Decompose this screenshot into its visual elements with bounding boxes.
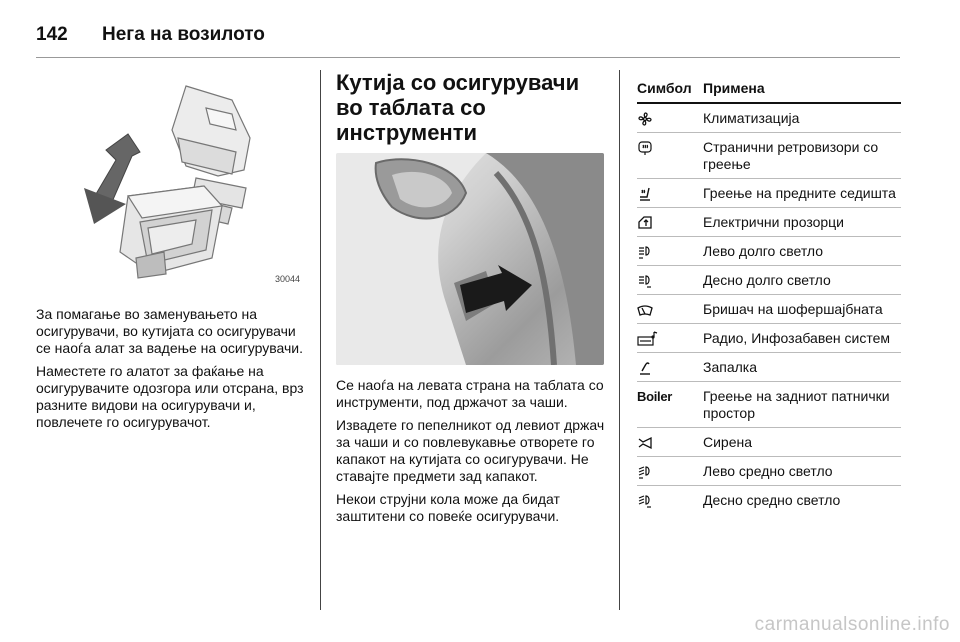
page-number: 142	[36, 24, 68, 45]
fuse-symbol-table	[637, 70, 901, 514]
table-row: Лево средно светло	[637, 457, 901, 486]
fan-icon	[637, 110, 703, 127]
page-title: Нега на возилото	[102, 24, 265, 45]
cigarette-lighter-icon	[637, 359, 703, 376]
low-beam-left-icon	[637, 463, 703, 480]
radio-infotainment-icon	[637, 330, 703, 347]
header-symbol: Симбол	[637, 80, 692, 96]
table-row: Греење на предните седишта	[637, 179, 901, 208]
heated-seat-icon	[637, 185, 703, 202]
high-beam-right-icon	[637, 272, 703, 289]
page-header	[36, 20, 265, 50]
table-row: Сирена	[637, 428, 901, 457]
column-divider-1	[320, 70, 321, 610]
table-header	[637, 80, 901, 104]
table-row: Лево долго светло	[637, 237, 901, 266]
header-use: Примена	[703, 80, 765, 96]
high-beam-left-icon	[637, 243, 703, 260]
windshield-wiper-icon	[637, 301, 703, 318]
column-divider-2	[619, 70, 620, 610]
horn-icon	[637, 434, 703, 451]
table-row: Радио, Инфозабавен систем	[637, 324, 901, 353]
table-row: Бришач на шофершајбната	[637, 295, 901, 324]
heated-mirror-icon	[637, 139, 703, 156]
table-row: Странични ретровизори со греење	[637, 133, 901, 179]
power-window-icon	[637, 214, 703, 231]
watermark: carmanualsonline.info	[754, 614, 950, 635]
instrument-panel-fuse-box-photo	[336, 153, 604, 365]
middle-column	[336, 70, 606, 531]
fuse-puller-illustration	[36, 78, 304, 288]
boiler-symbol: Boiler	[637, 389, 673, 404]
table-row: Запалка	[637, 353, 901, 382]
section-title: Кутија со осигурувачи во таблата со инструменти	[336, 70, 580, 145]
left-column	[36, 70, 306, 437]
table-row: Десно долго светло	[637, 266, 901, 295]
paragraph-open-cover: Извадете го пепелникот од левиот држач за чаши и со повлевукавње отворете го капакот на кутијата со осигурувачи. Не ставајте предмети зад капакот.	[336, 417, 605, 484]
table-row: Boiler Греење на задниот патнички простор	[637, 382, 901, 428]
paragraph-multiple-fuses: Некои струјни кола може да бидат заштитени со повеќе осигурувачи.	[336, 491, 560, 524]
paragraph-fuse-box-location: Се наоѓа на левата страна на таблата со инструменти, под држачот за чаши.	[336, 377, 604, 410]
paragraph-tool-location: За помагање во заменувањето на осигурувачи, во кутијата со осигурувачи се наоѓа алат за вадење на осигурувачи.	[36, 306, 304, 356]
table-row: Климатизација	[637, 104, 901, 133]
paragraph-tool-usage: Наместете го алатот за фаќање на осигурувачите одозгора или отсрана, врз разните видови на осигурувачи и, повлечете го осигурувачот.	[36, 363, 304, 430]
low-beam-right-icon	[637, 492, 703, 509]
table-row: Електрични прозорци	[637, 208, 901, 237]
table-row: Десно средно светло	[637, 486, 901, 514]
header-divider	[36, 57, 900, 58]
figure-code: 30044	[274, 274, 300, 284]
